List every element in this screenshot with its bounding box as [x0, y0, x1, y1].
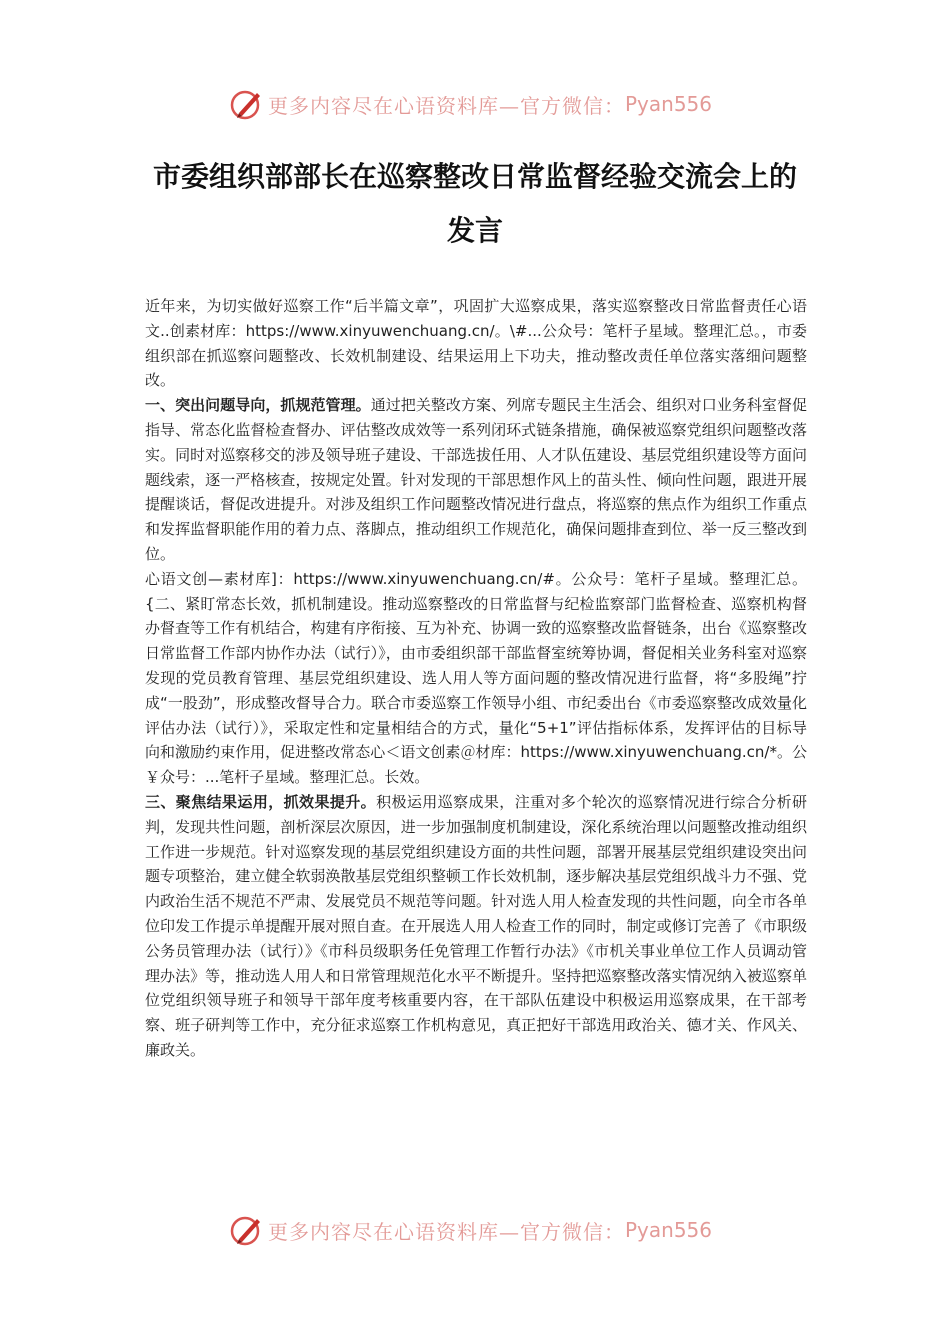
document-body — [145, 294, 807, 1063]
header-banner — [230, 84, 730, 124]
banner-handle: Pyan556 — [625, 1218, 713, 1242]
paragraph-section-2 — [145, 567, 807, 790]
paragraph-intro — [145, 294, 807, 393]
paragraph-text: 近年来，为切实做好巡察工作“后半篇文章”，巩固扩大巡察成果，落实巡察整改日常监督责任心语文..创素材库：https://www.xinyuwenchuang.cn/。\#...公众号：笔杆子星域。整理汇总。，市委组织部在抓巡察问题整改、长效机制建设、结果运用上下功夫，推动整改责任单位落实落细问题整改。 — [145, 297, 807, 390]
banner-text: 更多内容尽在心语资料库—官方微信： — [268, 93, 625, 118]
banner-text: 更多内容尽在心语资料库—官方微信： — [268, 1219, 625, 1244]
paragraph-section-3 — [145, 790, 807, 1063]
paragraph-text: 心语文创—素材库]：https://www.xinyuwenchuang.cn/#。公众号：笔杆子星域。整理汇总。{二、紧盯常态长效，抓机制建设。推动巡察整改的日常监督与纪检监察部门监督检查、巡察机构督办督查等工作有机结合，构建有序衔接、互为补充、协调一致的巡察整改监督链条，出台《巡察整改日常监督工作部内协作办法（试行）》，由市委组织部干部监督室统筹协调，督促相关业务科室对巡察发现的党员教育管理、基层党组织建设、选人用人等方面问题的整改情况进行监督，将“多股绳”拧成“一股劲”，形成整改督导合力。联合市委巡察工作领导小组、市纪委出台《市委巡察整改成效量化评估办法（试行）》，采取定性和定量相结合的方式，量化“5+1”评估指标体系，发挥评估的目标导向和激励约束作用，促进整改常态心＜语文创素＠材库：https://www.xinyuwenchuang.cn/*。公￥众号：...笔杆子星域。整理汇总。长效。 — [145, 569, 807, 787]
banner-handle: Pyan556 — [625, 92, 713, 116]
pen-logo-icon — [230, 1213, 264, 1247]
pen-logo-icon — [230, 87, 264, 121]
section-heading: 一、突出问题导向，抓规范管理。 — [145, 396, 371, 415]
paragraph-text: 积极运用巡察成果，注重对多个轮次的巡察情况进行综合分析研判，发现共性问题，剖析深层次原因，进一步加强制度机制建设，深化系统治理以问题整改推动组织工作进一步规范。针对巡察发现的基层党组织建设方面的共性问题，部署开展基层党组织建设突出问题专项整治，建立健全软弱涣散基层党组织整顿工作长效机制，逐步解决基层党组织战斗力不强、党内政治生活不规范不严肃、发展党员不规范等问题。针对选人用人检查发现的共性问题，向全市各单位印发工作提示单提醒开展对照自查。在开展选人用人检查工作的同时，制定或修订完善了《市职级公务员管理办法（试行）》《市科员级职务任免管理工作暂行办法》《市机关事业单位工作人员调动管理办法》等，推动选人用人和日常管理规范化水平不断提升。坚持把巡察整改落实情况纳入被巡察单位党组织领导班子和领导干部年度考核重要内容，在干部队伍建设中积极运用巡察成果，在干部考察、班子研判等工作中，充分征求巡察工作机构意见，真正把好干部选用政治关、德才关、作风关、廉政关。 — [145, 792, 807, 1059]
section-heading: 三、聚焦结果运用，抓效果提升。 — [145, 792, 377, 811]
paragraph-text: 通过把关整改方案、列席专题民主生活会、组织对口业务科室督促指导、常态化监督检查督办、评估整改成效等一系列闭环式链条措施，确保被巡察党组织问题整改落实。同时对巡察移交的涉及领导班子建设、干部选拔任用、人才队伍建设、基层党组织建设等方面问题线索，逐一严格核查，按规定处置。针对发现的干部思想作风上的苗头性、倾向性问题，跟进开展提醒谈话，督促改进提升。对涉及组织工作问题整改情况进行盘点，将巡察的焦点作为组织工作重点和发挥监督职能作用的着力点、落脚点，推动组织工作规范化，确保问题排查到位、举一反三整改到位。 — [145, 396, 807, 563]
document-title: 市委组织部部长在巡察整改日常监督经验交流会上的发言 — [152, 160, 797, 247]
footer-banner — [230, 1210, 730, 1250]
paragraph-section-1 — [145, 393, 807, 567]
